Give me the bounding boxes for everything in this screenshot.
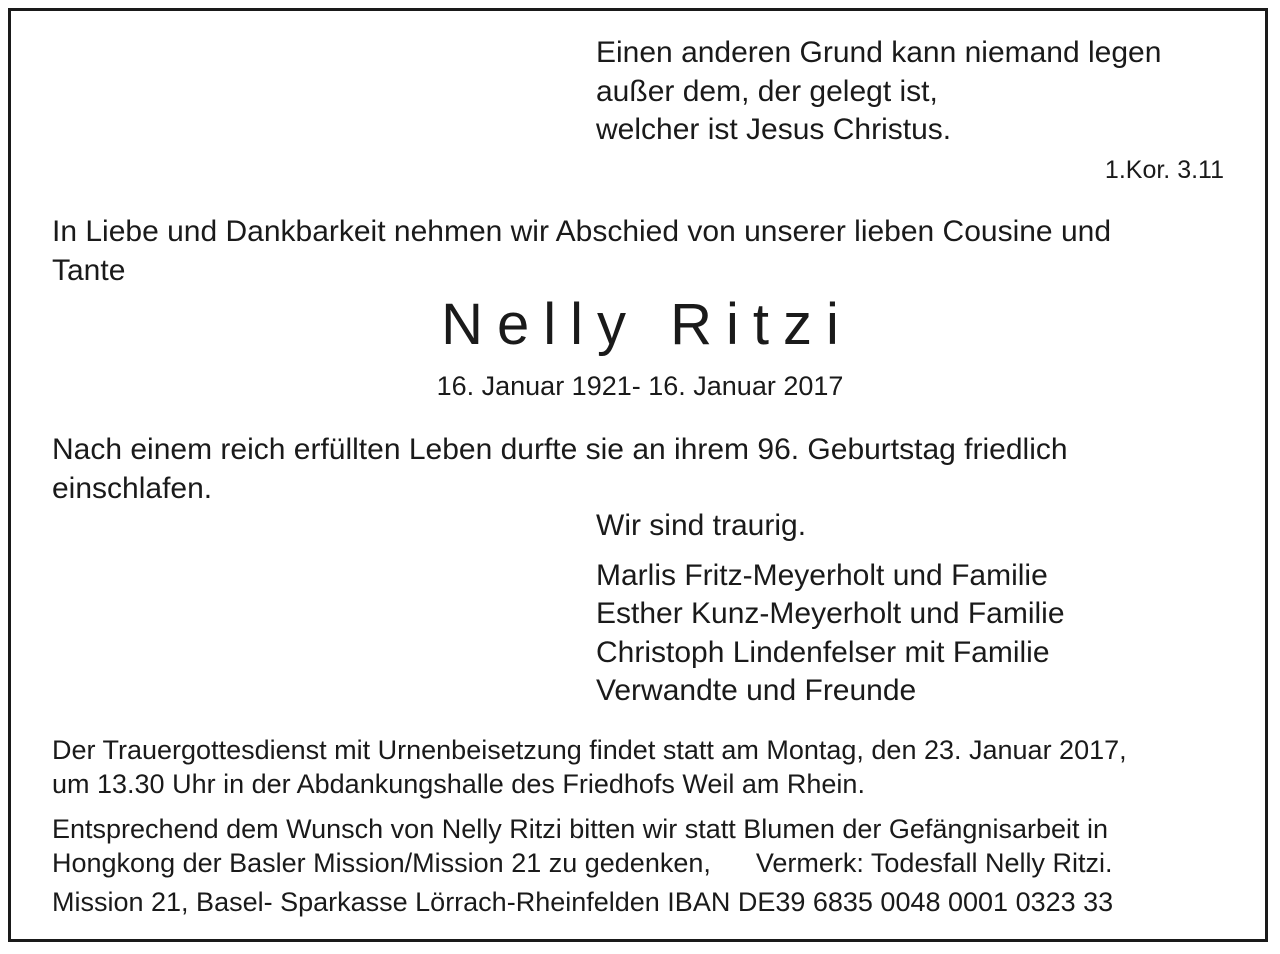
intro-line-1: In Liebe und Dankbarkeit nehmen wir Abschied von unserer lieben Cousine und [52, 215, 1112, 248]
service-line-2: um 13.30 Uhr in der Abdankungshalle des Friedhofs Weil am Rhein. [52, 769, 865, 799]
message-line-2: einschlafen. [52, 472, 213, 505]
bible-verse-reference: 1.Kor. 3.11 [1104, 156, 1224, 184]
donation-line-3: Mission 21, Basel- Sparkasse Lörrach-Rheinfelden IBAN DE39 6835 0048 0001 0323 33 [52, 887, 1114, 917]
deceased-name: Nelly Ritzi [441, 292, 853, 357]
life-dates: 16. Januar 1921- 16. Januar 2017 [436, 371, 844, 401]
intro-line-2: Tante [52, 254, 126, 287]
service-line-1: Der Trauergottesdienst mit Urnenbeisetzung findet statt am Montag, den 23. Januar 2017, [52, 735, 1127, 765]
message-line-1: Nach einem reich erfüllten Leben durfte sie an ihrem 96. Geburtstag friedlich [52, 433, 1068, 466]
mourner-3: Christoph Lindenfelser mit Familie [596, 636, 1050, 669]
mourner-2: Esther Kunz-Meyerholt und Familie [596, 597, 1065, 630]
bible-verse-line-3: welcher ist Jesus Christus. [596, 113, 952, 146]
bible-verse-line-2: außer dem, der gelegt ist, [596, 75, 938, 108]
bible-verse-line-1: Einen anderen Grund kann niemand legen [596, 36, 1162, 69]
mourner-1: Marlis Fritz-Meyerholt und Familie [596, 559, 1048, 592]
donation-line-2: Hongkong der Basler Mission/Mission 21 zu gedenken, Vermerk: Todesfall Nelly Ritzi. [52, 848, 1113, 878]
donation-line-1: Entsprechend dem Wunsch von Nelly Ritzi bitten wir statt Blumen der Gefängnisarbeit in [52, 814, 1109, 844]
sad-line: Wir sind traurig. [596, 509, 807, 542]
mourner-4: Verwandte und Freunde [596, 674, 917, 707]
